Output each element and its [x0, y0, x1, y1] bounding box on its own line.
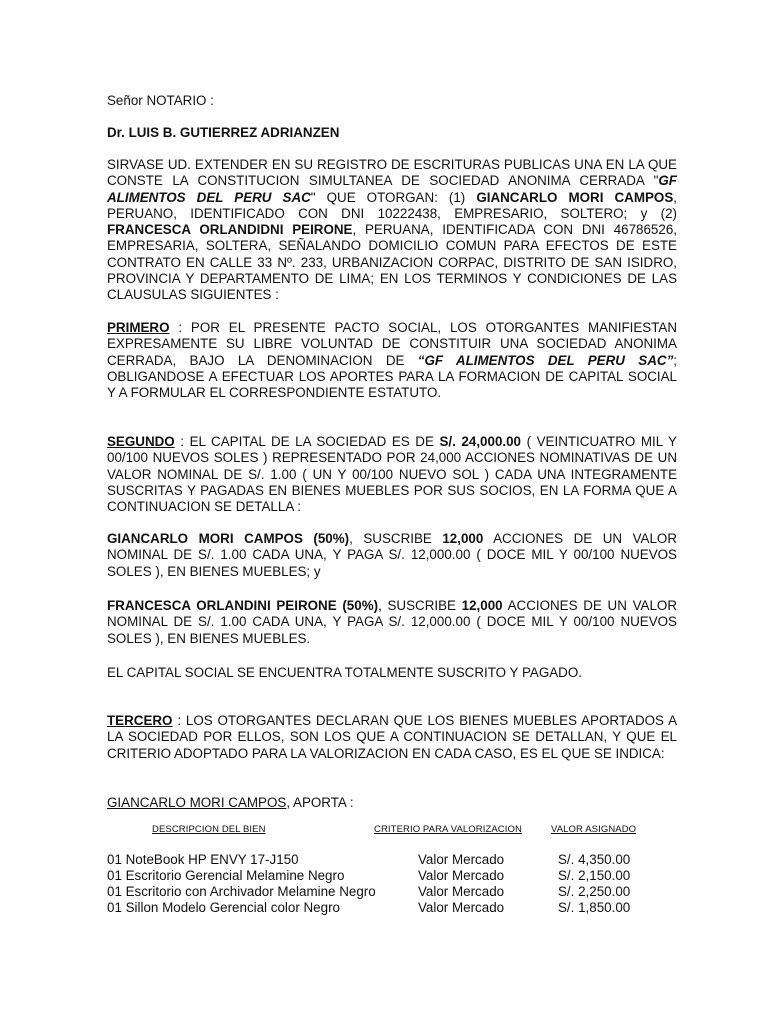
clause-primero-text-1: : POR EL PRESENTE PACTO SOCIAL, LOS OTORGANTES MANIFIESTAN EXPRESAMENTE SU LIBRE VOLUNTAD DE CONSTITUIR UNA SOCIEDAD ANONIMA CERRADA, BAJO LA DENOMINACION DE — [107, 320, 677, 368]
cell-value: S/. 1,850.00 — [558, 900, 631, 915]
header-descripcion: DESCRIPCION DEL BIEN — [152, 824, 266, 835]
table-row — [0, 900, 768, 916]
cell-description: 01 Escritorio Gerencial Melamine Negro — [107, 868, 345, 883]
capital-amount: S/. 24,000.00 — [439, 434, 522, 449]
clause-segundo — [107, 434, 677, 515]
intro-company-name: GF ALIMENTOS DEL PERU SAC — [107, 173, 677, 205]
clause-primero-company: “GF ALIMENTOS DEL PERU SAC” — [417, 352, 674, 368]
partner-2-shares: 12,000 — [461, 598, 503, 613]
partner-2-name: FRANCESCA ORLANDINI PEIRONE (50%) — [107, 598, 379, 613]
partner-1-shares: 12,000 — [442, 531, 484, 546]
intro-text-3: , PERUANO, IDENTIFICADO CON DNI 10222438, EMPRESARIO, SOLTERO; y (2) — [107, 189, 677, 221]
cell-description: 01 Escritorio con Archivador Melamine Negro — [107, 884, 376, 899]
partner-2-text-2: ACCIONES DE UN VALOR NOMINAL DE S/. 1.00 CADA UNA, Y PAGA S/. 12,000.00 ( DOCE MIL Y 00/100 NUEVOS SOLES ), EN BIENES MUEBLES. — [107, 598, 677, 646]
cell-value: S/. 2,150.00 — [558, 868, 631, 883]
clause-tercero — [107, 713, 677, 762]
header-valor: VALOR ASIGNADO — [551, 824, 637, 835]
addressee — [107, 125, 677, 141]
cell-criterion: Valor Mercado — [418, 852, 505, 867]
intro-text-2: " QUE OTORGAN: (1) — [310, 189, 477, 205]
capital-statement: EL CAPITAL SOCIAL SE ENCUENTRA TOTALMENTE SUSCRITO Y PAGADO. — [107, 665, 582, 680]
partner-1-name: GIANCARLO MORI CAMPOS (50%) — [107, 531, 350, 546]
intro-text-4: , PERUANA, IDENTIFICADA CON DNI 46786526, EMPRESARIA, SOLTERA, SEÑALANDO DOMICILIO COMUN PARA EFECTOS DE ESTE CONTRATO EN CALLE 33 Nº. 233, URBANIZACION CORPAC, DISTRITO DE SAN ISIDRO, PROVINCIA Y DEPARTAMENTO DE LIMA; EN LOS TERMINOS Y CONDICIONES DE LAS CLAUSULAS SIGUIENTES : — [107, 222, 677, 303]
clause-segundo-text-2: ( VEINTICUATRO MIL Y 00/100 NUEVOS SOLES ) REPRESENTADO POR 24,000 ACCIONES NOMINATIVAS DE UN VALOR NOMINAL DE S/. 1.00 ( UN Y 00/100 NUEVO SOL ) CADA UNA INTEGRAMENTE SUSCRITAS Y PAGADAS EN BIENES MUEBLES POR SUS SOCIOS, EN LA FORMA QUE A CONTINUACION SE DETALLA : — [107, 434, 677, 515]
addressee-name: Dr. LUIS B. GUTIERREZ ADRIANZEN — [107, 125, 340, 140]
clause-tercero-label: TERCERO — [107, 713, 173, 728]
intro-person-2: FRANCESCA ORLANDIDNI PEIRONE — [107, 222, 353, 238]
cell-description: 01 NoteBook HP ENVY 17-J150 — [107, 852, 299, 867]
clause-segundo-label: SEGUNDO — [107, 434, 175, 449]
intro-paragraph — [107, 157, 677, 304]
partner-2-text-1: , SUSCRIBE — [378, 598, 462, 613]
salutation: Señor NOTARIO : — [107, 93, 214, 108]
contributor-line — [107, 795, 677, 811]
partner-1-paragraph — [107, 531, 677, 580]
table-row — [0, 884, 768, 900]
clause-primero — [107, 320, 677, 401]
table-row — [0, 852, 768, 868]
clause-tercero-text-1: : LOS OTORGANTES DECLARAN QUE LOS BIENES MUEBLES APORTADOS A LA SOCIEDAD POR ELLOS, SON LOS QUE A CONTINUACION SE DETALLAN, Y QUE EL CRITERIO ADOPTADO PARA LA VALORIZACION EN CADA CASO, ES EL QUE SE INDICA: — [107, 713, 677, 761]
cell-criterion: Valor Mercado — [418, 900, 505, 915]
cell-criterion: Valor Mercado — [418, 884, 505, 899]
clause-segundo-text-1: : EL CAPITAL DE LA SOCIEDAD ES DE — [174, 434, 440, 449]
contributor-suffix: , APORTA : — [286, 795, 354, 810]
partner-1-text-2: ACCIONES DE UN VALOR NOMINAL DE S/. 1.00 CADA UNA, Y PAGA S/. 12,000.00 ( DOCE MIL Y 00/100 NUEVOS SOLES ), EN BIENES MUEBLES; y — [107, 531, 677, 579]
header-criterio: CRITERIO PARA VALORIZACION — [374, 824, 522, 835]
partner-2-paragraph — [107, 598, 677, 647]
partner-1-text-1: , SUSCRIBE — [349, 531, 443, 546]
clause-primero-text-2: ; OBLIGANDOSE A EFECTUAR LOS APORTES PARA LA FORMACION DE CAPITAL SOCIAL Y A FORMULAR EL CORRESPONDIENTE ESTATUTO. — [107, 352, 678, 401]
table-row — [0, 868, 768, 884]
intro-person-1: GIANCARLO MORI CAMPOS — [476, 189, 674, 205]
cell-value: S/. 2,250.00 — [558, 884, 631, 899]
cell-description: 01 Sillon Modelo Gerencial color Negro — [107, 900, 340, 915]
intro-text-1: SIRVASE UD. EXTENDER EN SU REGISTRO DE ESCRITURAS PUBLICAS UNA EN LA QUE CONSTE LA CONSTITUCION SIMULTANEA DE SOCIEDAD ANONIMA CERRADA " — [107, 157, 677, 189]
cell-criterion: Valor Mercado — [418, 868, 505, 883]
cell-value: S/. 4,350.00 — [558, 852, 631, 867]
clause-primero-label: PRIMERO — [107, 320, 170, 335]
contributor-name: GIANCARLO MORI CAMPOS — [107, 795, 287, 810]
